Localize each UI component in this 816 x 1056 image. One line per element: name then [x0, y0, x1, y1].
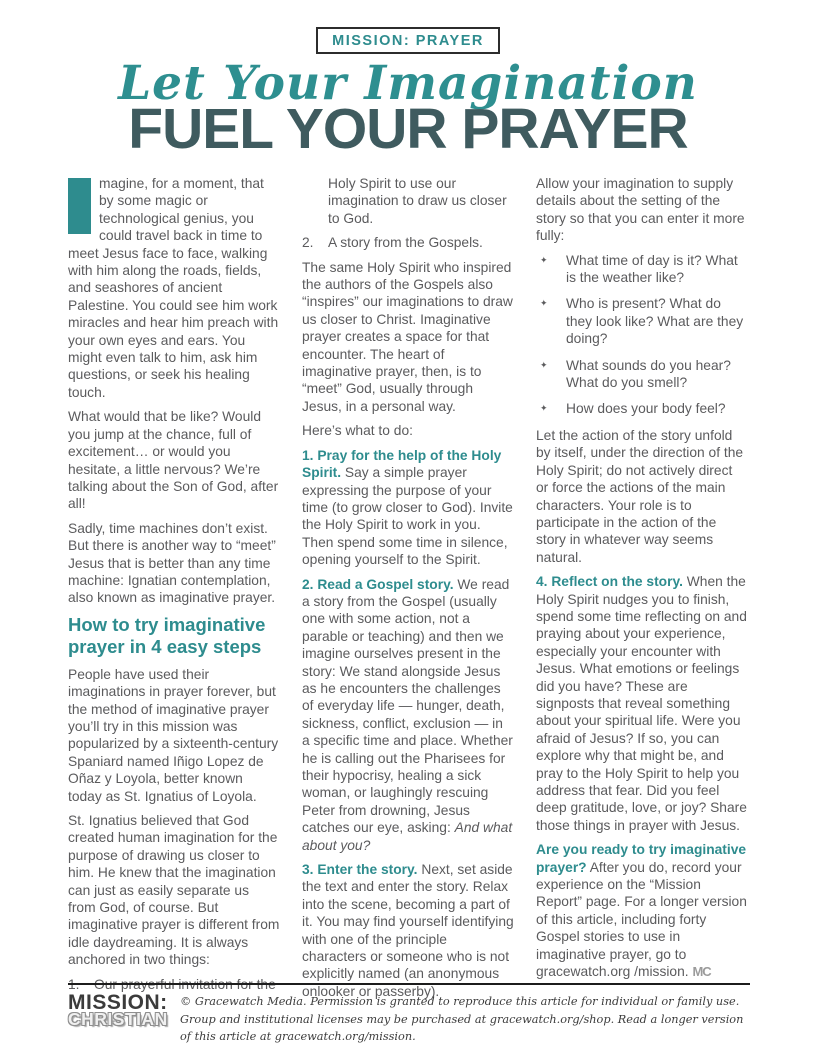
step-1-lead: 1. Pray for the help of the Holy Spirit.: [302, 447, 502, 481]
step-4-lead: 4. Reflect on the story.: [536, 574, 683, 590]
mission-prayer-badge: MISSION: PRAYER: [316, 27, 500, 54]
step-2: [302, 576, 514, 855]
step-4-body: When the Holy Spirit nudges you to finish, spend some time reflecting on and praying about your experience, especially your encounter with Jesus. What emotions or feelings did you have? These are signposts that reveal something about your spiritual life. Were you afraid of Jesus? If so, you can explore why that might be, and pray to the Holy Spirit to help you address that fear. Did you feel deep gratitude, love, or joy? Share those things in prayer with Jesus.: [536, 574, 747, 833]
page-title: FUEL YOUR PRAYER: [128, 97, 688, 161]
mission-christian-logo: [68, 992, 180, 1046]
bullet-icon: ✦: [540, 359, 548, 370]
bullet-list: [536, 252, 748, 418]
list-item: [536, 252, 748, 287]
numbered-item-1-continuation: Holy Spirit to use our imagination to draw us closer to God.: [328, 176, 507, 226]
closing-paragraph: [536, 841, 748, 980]
list-item-text: What time of day is it? What is the weather like?: [566, 252, 738, 286]
drop-cap-i: I: [68, 178, 91, 234]
step-1-body: Say a simple prayer expressing the purpose of your time (to grow closer to God). Invite the Holy Spirit to work in you. Then spend some time in silence, opening yourself to the Spirit.: [302, 465, 513, 568]
step-3: [302, 861, 514, 1000]
item-text: A story from the Gospels.: [328, 235, 483, 251]
list-item: [536, 400, 748, 417]
list-item-text: What sounds do you hear? What do you smell?: [566, 357, 731, 391]
closing-lead: Are you ready to try imaginative prayer?: [536, 842, 747, 875]
footer-divider: [68, 983, 750, 985]
intro-paragraph: [68, 175, 280, 401]
logo-mission-text: MISSION:: [68, 991, 168, 1014]
column-1: [68, 175, 280, 1007]
step-2-italic: And what about you?: [302, 820, 513, 853]
paragraph: Sadly, time machines don’t exist. But there is another way to “meet” Jesus that is better than any time machine: Ignatian contemplation, also known as imaginative prayer.: [68, 520, 276, 606]
step-2-lead: 2. Read a Gospel story.: [302, 576, 454, 592]
intro-paragraph-text: magine, for a moment, that by some magic or technological genius, you could travel back in time to meet Jesus face to face, walking with him along the roads, fields, and seashores of ancient Palestine. You could see him work miracles and hear him preach with your own eyes and ears. You might even talk to him, ask him questions, or seek his healing touch.: [68, 176, 279, 400]
paragraph: The same Holy Spirit who inspired the authors of the Gospels also “inspires” our imaginations to draw us closer to Christ. Imaginative prayer creates a space for that encounter. The heart of imaginative prayer, then, is to “meet” God, usually through Jesus, in a personal way.: [302, 259, 513, 414]
item-number: 2.: [302, 235, 314, 251]
paragraph: Allow your imagination to supply details about the setting of the story so that you can enter it more fully:: [536, 176, 745, 244]
paragraph: St. Ignatius believed that God created human imagination for the purpose of drawing us closer to him. He knew that the imagination can just as easily separate us from God, of course. But imaginative prayer is different from idle daydreaming. It is always anchored in two things:: [68, 813, 280, 968]
footer: [68, 992, 750, 1046]
bullet-icon: ✦: [540, 298, 548, 309]
step-4: [536, 573, 748, 834]
list-item: [536, 357, 748, 392]
column-3: [536, 175, 748, 1007]
step-3-body: Next, set aside the text and enter the story. Relax into the scene, becoming a part of it. You may find yourself identifying with one of the principle characters or someone who is not explicitly named (an anonymous onlooker or passerby).: [302, 862, 514, 999]
paragraph: People have used their imaginations in prayer forever, but the method of imaginative prayer you’ll try in this mission was popularized by a sixteenth-century Spaniard named Iñigo Lopez de Oñaz y Loyola, better known today as St. Ignatius of Loyola.: [68, 666, 279, 804]
closing-body: After you do, record your experience on the “Mission Report” page. For a longer version of this article, including forty Gospel stories to use in imaginative prayer, go to gracewatch.org /mission.: [536, 859, 747, 980]
article-columns: [0, 175, 816, 1007]
title-script: Let Your Imagination: [118, 56, 698, 111]
column-2: [302, 175, 514, 1007]
bullet-icon: ✦: [540, 254, 548, 265]
paragraph: What would that be like? Would you jump at the chance, full of excitement… or would you hesitate, a little nervous? We’re talking about the Son of God, after all!: [68, 409, 279, 512]
numbered-item-2: [302, 234, 514, 251]
bullet-icon: ✦: [540, 403, 548, 414]
section-heading: How to try imaginative prayer in 4 easy steps: [68, 613, 266, 657]
step-1: [302, 447, 514, 569]
item-number: 1.: [68, 976, 80, 992]
copyright-text: © Gracewatch Media. Permission is granted to reproduce this article for individual or family use. Group and institutional licenses may be purchased at gracewatch.org/shop. Read a longer version of this article at gracewatch.org/mission.: [180, 995, 744, 1043]
badge-row: [0, 0, 816, 54]
step-3-lead: 3. Enter the story.: [302, 862, 418, 878]
list-item-text: Who is present? What do they look like? What are they doing?: [566, 296, 744, 347]
list-item-text: How does your body feel?: [566, 401, 726, 417]
item-text: Our prayerful invitation for the: [94, 976, 276, 992]
mc-end-mark-icon: MC: [692, 964, 711, 980]
logo-christian-text: CHRISTIAN: [68, 1009, 168, 1029]
paragraph: Let the action of the story unfold by itself, under the direction of the Holy Spirit; do not actively direct or force the actions of the main characters. Your role is to participate in the action of the story in whatever way seems natural.: [536, 427, 744, 565]
step-2-body: We read a story from the Gospel (usually one with some action, not a parable or teaching) and then we imagine ourselves present in the story: We stand alongside Jesus as he encounters the challenges of everyday life — hunger, death, sickness, conflict, exclusion — in a specific time and place. Whether he is calling out the Pharisees for their hypocrisy, healing a sick woman, or laughingly rescuing Peter from drowning, Jesus catches our eye, asking:: [302, 576, 513, 836]
paragraph: Here’s what to do:: [302, 423, 413, 439]
list-item: [536, 295, 748, 347]
